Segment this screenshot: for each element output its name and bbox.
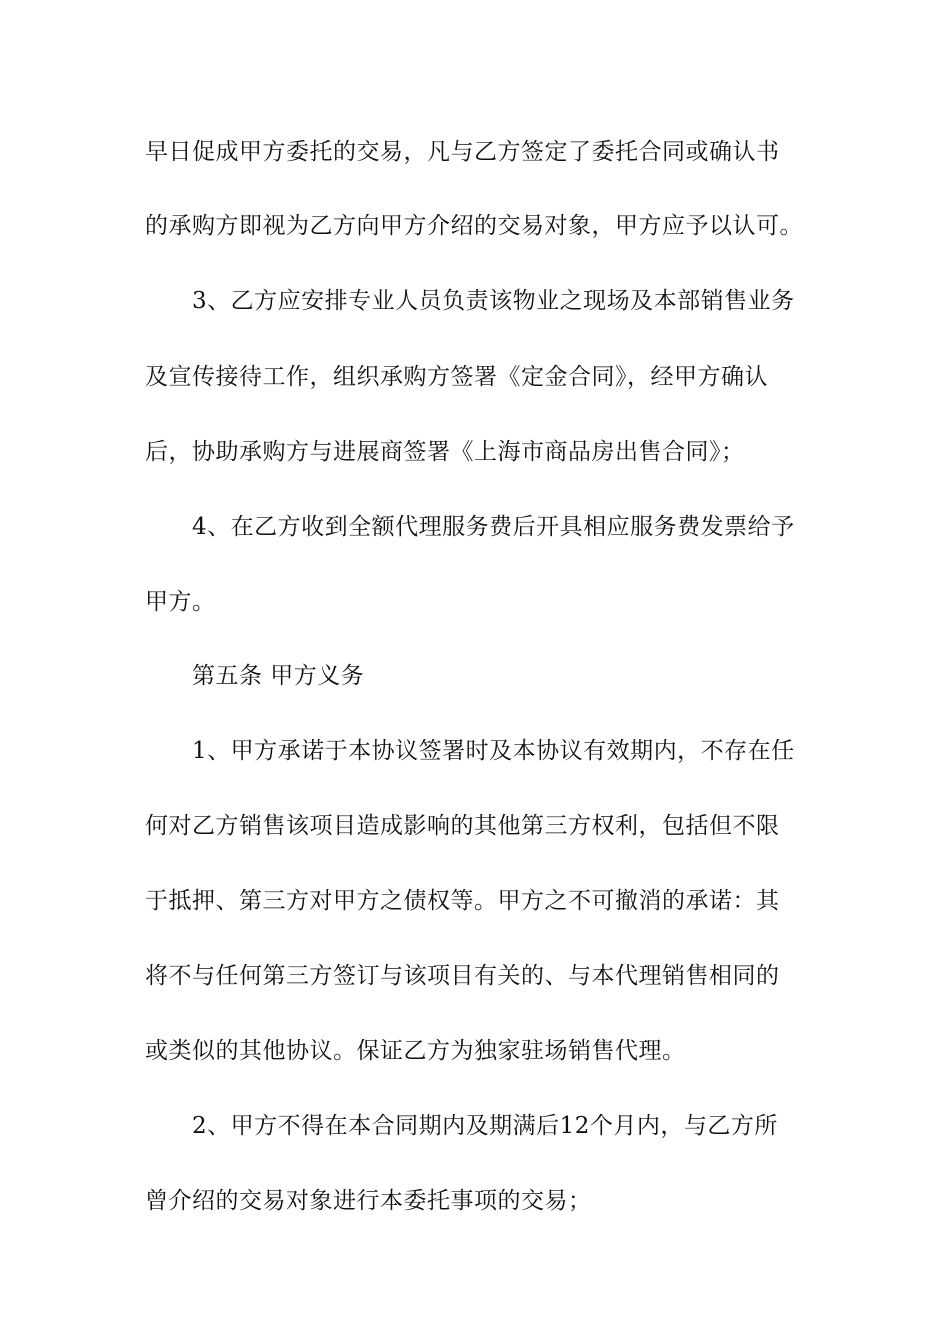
text-line: 甲方。: [145, 589, 216, 615]
text-line: 后，协助承购方与进展商签署《上海市商品房出售合同》；: [145, 439, 745, 465]
section-heading: 第五条 甲方义务: [192, 663, 365, 689]
paragraph-start-line: 4、在乙方收到全额代理服务费后开具相应服务费发票给予: [192, 514, 795, 540]
paragraph-start-line: 3、乙方应安排专业人员负责该物业之现场及本部销售业务: [192, 288, 795, 314]
text-line: 的承购方即视为乙方向甲方介绍的交易对象，甲方应予以认可。: [145, 213, 803, 239]
text-line: 及宣传接待工作，组织承购方签署《定金合同》，经甲方确认: [145, 364, 768, 390]
text-line: 于抵押、第三方对甲方之债权等。甲方之不可撤消的承诺：其: [145, 888, 780, 914]
text-line: 或类似的其他协议。保证乙方为独家驻场销售代理。: [145, 1038, 686, 1064]
paragraph-start-line: 1、甲方承诺于本协议签署时及本协议有效期内，不存在任: [192, 738, 795, 764]
text-line: 曾介绍的交易对象进行本委托事项的交易；: [145, 1188, 592, 1214]
text-line: 早日促成甲方委托的交易，凡与乙方签定了委托合同或确认书: [145, 139, 780, 165]
paragraph-start-line: 2、甲方不得在本合同期内及期满后12个月内，与乙方所: [192, 1113, 778, 1139]
text-line: 何对乙方销售该项目造成影响的其他第三方权利，包括但不限: [145, 813, 780, 839]
text-line: 将不与任何第三方签订与该项目有关的、与本代理销售相同的: [145, 963, 780, 989]
